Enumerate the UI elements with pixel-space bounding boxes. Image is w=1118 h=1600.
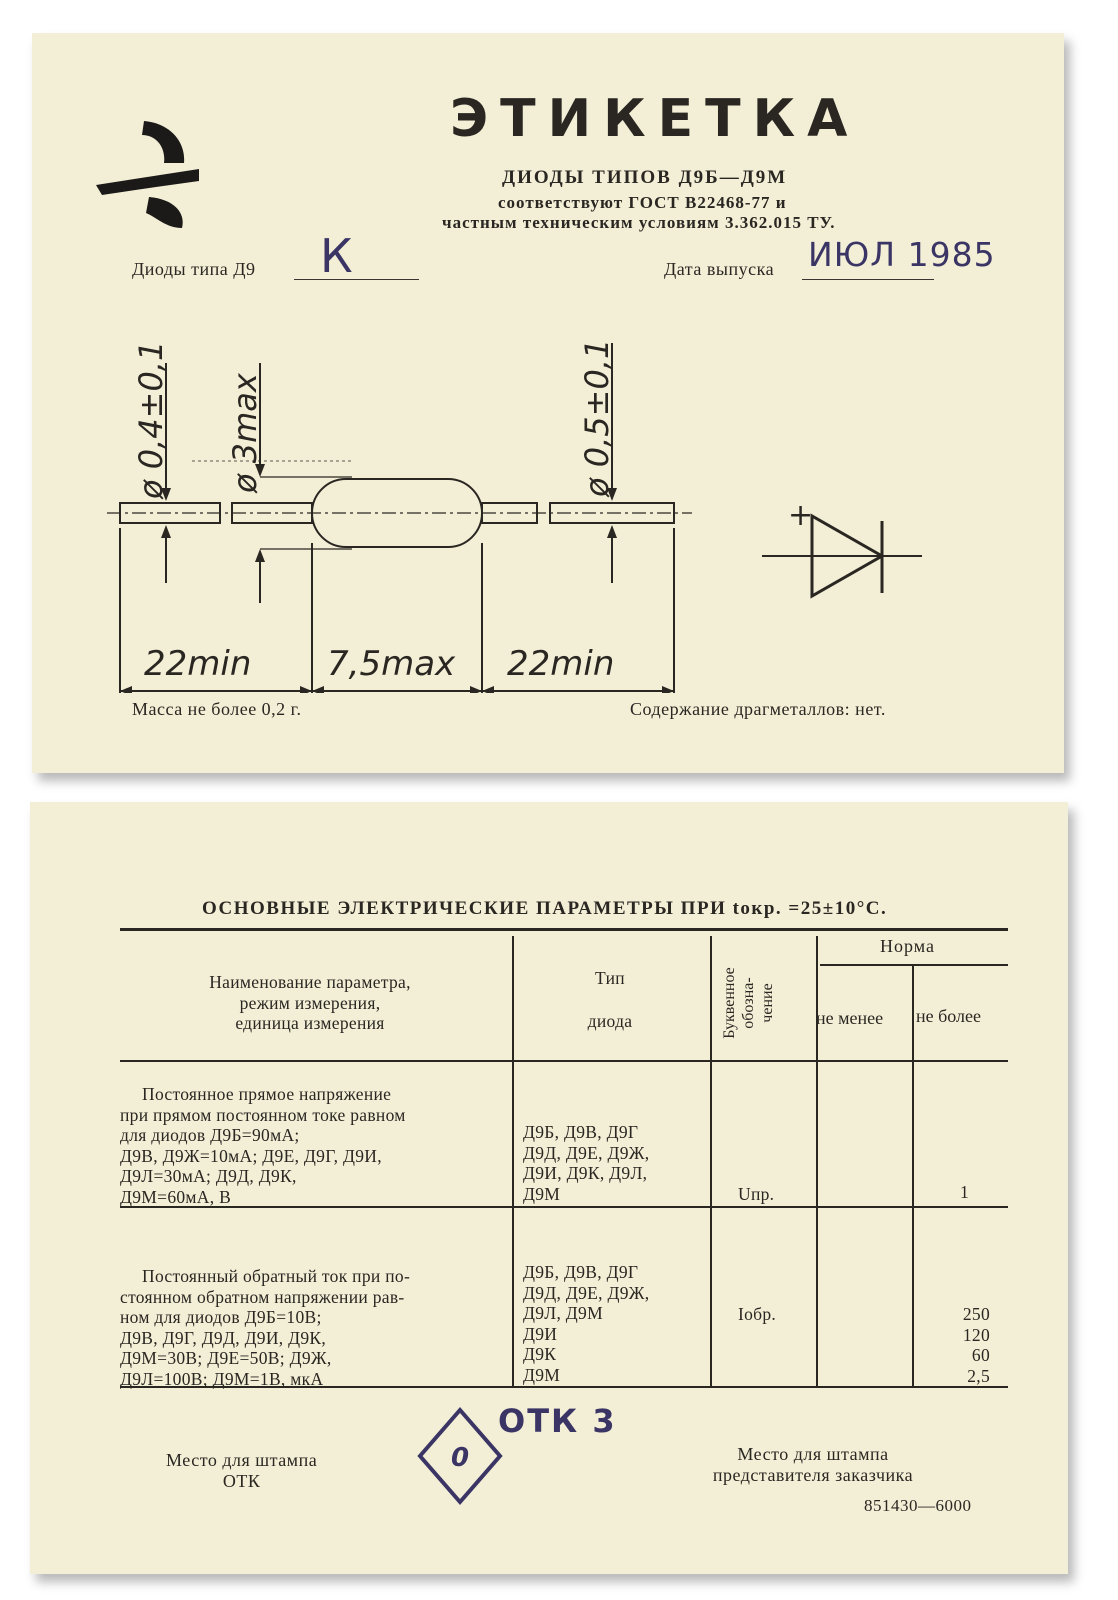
diode-type-value: К xyxy=(320,229,353,283)
diode-types-subtitle: ДИОДЫ ТИПОВ Д9Б—Д9М xyxy=(502,167,788,188)
length-right: 22min xyxy=(507,644,615,684)
forward-voltage-max: 1 xyxy=(960,1182,970,1202)
header-norm: Норма xyxy=(880,936,935,956)
release-date-label: Дата выпуска xyxy=(664,259,775,279)
wire-right-diameter: ø 0,5±0,1 xyxy=(578,338,616,497)
otk-stamp-place: Место для штампа ОТК xyxy=(166,1450,318,1491)
norm-divider xyxy=(820,964,1008,966)
reverse-current-max-values: 250 120 60 2,5 xyxy=(962,1304,990,1386)
wire-left-diameter: ø 0,4±0,1 xyxy=(132,340,170,499)
customer-stamp-place: Место для штампа представителя заказчика xyxy=(712,1444,914,1485)
otk-diamond-number: 0 xyxy=(450,1443,470,1473)
header-min: не менее xyxy=(816,1008,884,1028)
standard-line-2: частным техническим условиям 3.362.015 ТУ. xyxy=(442,213,836,232)
col-rule-1 xyxy=(512,936,514,1386)
table-row-reverse-current-param: Постоянный обратный ток при по- стоянном обратном напряжении рав- ном для диодов Д9Б=10В; Д9В, Д9Г, Д9Д, Д9И, Д9К, Д9М=30В; Д9Е=50В; Д9Ж, Д9Л=100В; Д9М=1В, мкА xyxy=(120,1266,411,1389)
parameters-heading: ОСНОВНЫЕ ЭЛЕКТРИЧЕСКИЕ ПАРАМЕТРЫ ПРИ tокр. =25±10°С. xyxy=(202,898,888,919)
otk-stamp-text: ОТК 3 xyxy=(498,1402,617,1440)
body-diameter: ø 3max xyxy=(226,373,264,493)
label-back-card xyxy=(30,802,1068,1574)
diode-dimension-drawing xyxy=(102,303,1002,693)
header-letter-designation: Буквенное обозна- чение xyxy=(721,967,776,1039)
label-front-card xyxy=(32,33,1064,773)
table-row-reverse-current-types: Д9Б, Д9В, Д9Г Д9Д, Д9Е, Д9Ж, Д9Л, Д9М Д9И Д9К Д9М xyxy=(523,1262,650,1385)
mass-note: Масса не более 0,2 г. xyxy=(132,699,302,719)
release-date-stamp: ИЮЛ 1985 xyxy=(808,235,996,274)
header-type: Тип диода xyxy=(587,968,633,1031)
length-body: 7,5max xyxy=(327,644,456,684)
polarity-plus: + xyxy=(788,498,814,533)
table-row-forward-voltage-param: Постоянное прямое напряжение при прямом постоянном токе равном для диодов Д9Б=90мА; Д9В, Д9Ж=10мА; Д9Е, Д9Г, Д9И, Д9Л=30мА; Д9Д, Д9К, Д9М=60мА, В xyxy=(120,1084,500,1208)
manufacturer-logo xyxy=(94,113,204,231)
diode-type-underline xyxy=(294,279,419,280)
header-bottom-rule xyxy=(120,1060,1008,1062)
col-rule-4 xyxy=(912,966,914,1386)
release-date-underline xyxy=(802,279,934,280)
col-rule-2 xyxy=(710,936,712,1386)
reverse-current-symbol: Iобр. xyxy=(738,1304,777,1324)
forward-voltage-symbol: Uпр. xyxy=(738,1184,775,1204)
length-left: 22min xyxy=(144,644,252,684)
diode-type-label: Диоды типа Д9 xyxy=(132,259,256,279)
header-max: не более xyxy=(916,1006,982,1026)
label-title: ЭТИКЕТКА xyxy=(450,89,860,149)
table-row-forward-voltage-types: Д9Б, Д9В, Д9Г Д9Д, Д9Е, Д9Ж, Д9И, Д9К, Д9Л, Д9М xyxy=(523,1122,650,1204)
standard-line-1: соответствуют ГОСТ В22468-77 и xyxy=(498,193,787,212)
otk-diamond-stamp xyxy=(414,1406,506,1506)
header-parameter: Наименование параметра, режим измерения, единица измерения xyxy=(209,972,411,1033)
col-rule-3 xyxy=(816,936,818,1386)
print-code: 851430—6000 xyxy=(864,1496,972,1515)
precious-metals-note: Содержание драгметаллов: нет. xyxy=(630,699,886,719)
table-top-rule xyxy=(120,928,1008,931)
